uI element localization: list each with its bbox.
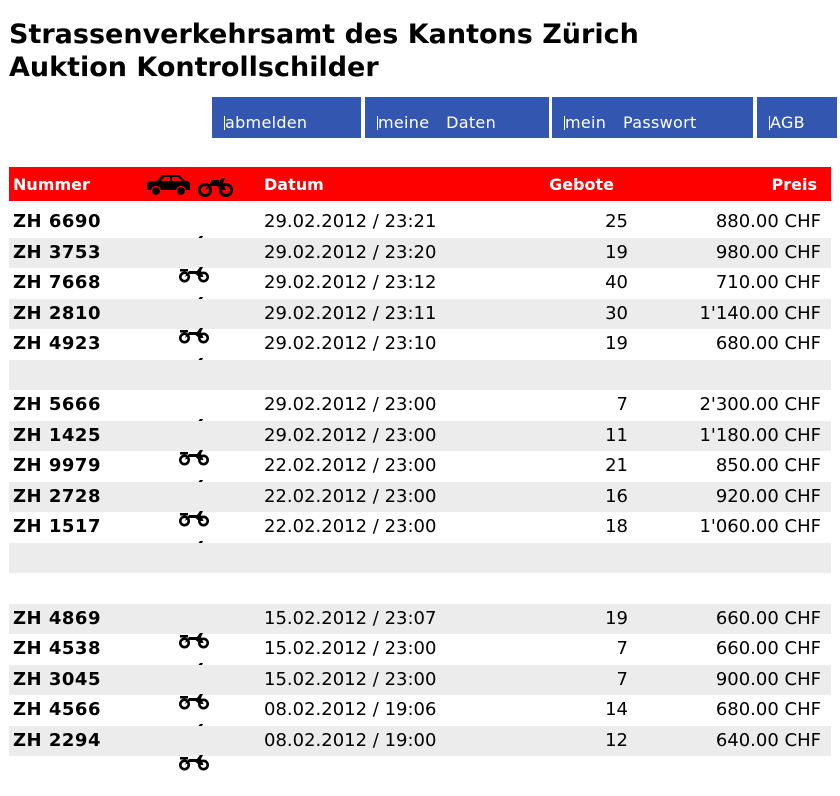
auction-date: 22.02.2012 / 23:00: [264, 455, 437, 476]
table-row[interactable]: [9, 665, 831, 696]
table-row[interactable]: [9, 482, 831, 513]
plate-number[interactable]: ZH 3045: [13, 668, 101, 690]
table-spacer: [9, 360, 831, 391]
table-header: [9, 167, 831, 201]
header-preis[interactable]: Preis: [771, 175, 817, 194]
table-spacer: [9, 573, 831, 604]
auction-date: 29.02.2012 / 23:11: [264, 302, 437, 324]
bid-count: 40: [605, 272, 628, 293]
plate-number[interactable]: ZH 9979: [13, 455, 101, 476]
plate-number[interactable]: ZH 2810: [13, 302, 101, 324]
bid-count: 7: [616, 668, 628, 690]
auction-date: 29.02.2012 / 23:20: [264, 241, 437, 263]
plate-number[interactable]: ZH 1517: [13, 516, 101, 537]
mein-passwort-button[interactable]: [552, 97, 753, 138]
abmelden-label: abmelden: [225, 113, 308, 132]
bid-count: 21: [605, 455, 628, 476]
price: 980.00 CHF: [715, 241, 821, 263]
motorcycle-icon: [145, 733, 209, 796]
bid-count: 19: [605, 333, 628, 354]
meine-daten-label: meine Daten: [378, 113, 497, 132]
plate-number[interactable]: ZH 6690: [13, 211, 101, 232]
page-title: [9, 18, 639, 84]
header-gebote[interactable]: Gebote: [549, 175, 614, 194]
table-row[interactable]: [9, 634, 831, 665]
title-line-2: Auktion Kontrollschilder: [9, 52, 379, 83]
header-vehicle-icons: [145, 172, 237, 202]
bid-count: 18: [605, 516, 628, 537]
bid-count: 12: [605, 729, 628, 751]
agb-label: AGB: [770, 113, 805, 132]
plate-number[interactable]: ZH 7668: [13, 272, 101, 293]
price: 920.00 CHF: [715, 485, 821, 507]
auction-date: 15.02.2012 / 23:00: [264, 668, 437, 690]
price: 640.00 CHF: [715, 729, 821, 751]
price: 850.00 CHF: [715, 455, 821, 476]
price: 900.00 CHF: [715, 668, 821, 690]
auction-date: 15.02.2012 / 23:00: [264, 638, 437, 659]
table-row[interactable]: [9, 238, 831, 269]
price: 660.00 CHF: [715, 638, 821, 659]
table-row[interactable]: [9, 604, 831, 635]
abmelden-button[interactable]: [212, 97, 361, 138]
auction-date: 08.02.2012 / 19:00: [264, 729, 437, 751]
plate-number[interactable]: ZH 4923: [13, 333, 101, 354]
auction-date: 08.02.2012 / 19:06: [264, 699, 437, 720]
header-nummer[interactable]: Nummer: [13, 175, 90, 194]
price: 1'060.00 CHF: [699, 516, 821, 537]
table-row[interactable]: [9, 207, 831, 238]
agb-button[interactable]: [757, 97, 837, 138]
mein-passwort-label: mein Passwort: [565, 113, 697, 132]
table-row[interactable]: [9, 451, 831, 482]
table-row[interactable]: [9, 421, 831, 452]
title-line-1: Strassenverkehrsamt des Kantons Zürich: [9, 19, 639, 50]
car-icon[interactable]: [147, 175, 190, 196]
plate-number[interactable]: ZH 2728: [13, 485, 101, 507]
plate-number[interactable]: ZH 4538: [13, 638, 101, 659]
motorcycle-icon[interactable]: [200, 178, 232, 196]
table-row[interactable]: [9, 299, 831, 330]
price: 1'180.00 CHF: [699, 424, 821, 446]
header-datum[interactable]: Datum: [264, 175, 324, 194]
meine-daten-button[interactable]: [365, 97, 549, 138]
price: 880.00 CHF: [715, 211, 821, 232]
bid-count: 11: [605, 424, 628, 446]
price: 1'140.00 CHF: [699, 302, 821, 324]
table-row[interactable]: [9, 329, 831, 360]
bid-count: 19: [605, 241, 628, 263]
auction-date: 29.02.2012 / 23:00: [264, 424, 437, 446]
price: 710.00 CHF: [715, 272, 821, 293]
table-row[interactable]: [9, 268, 831, 299]
auction-table: [9, 207, 831, 756]
table-spacer: [9, 543, 831, 574]
bid-count: 25: [605, 211, 628, 232]
plate-number[interactable]: ZH 1425: [13, 424, 101, 446]
bid-count: 30: [605, 302, 628, 324]
auction-date: 22.02.2012 / 23:00: [264, 485, 437, 507]
bid-count: 7: [616, 638, 628, 659]
bid-count: 14: [605, 699, 628, 720]
price: 680.00 CHF: [715, 333, 821, 354]
bid-count: 7: [616, 394, 628, 415]
plate-number[interactable]: ZH 4869: [13, 607, 101, 629]
auction-date: 15.02.2012 / 23:07: [264, 607, 437, 629]
auction-date: 29.02.2012 / 23:10: [264, 333, 437, 354]
auction-date: 29.02.2012 / 23:21: [264, 211, 437, 232]
table-row[interactable]: [9, 390, 831, 421]
auction-date: 29.02.2012 / 23:00: [264, 394, 437, 415]
auction-date: 22.02.2012 / 23:00: [264, 516, 437, 537]
price: 2'300.00 CHF: [699, 394, 821, 415]
bid-count: 19: [605, 607, 628, 629]
auction-date: 29.02.2012 / 23:12: [264, 272, 437, 293]
bid-count: 16: [605, 485, 628, 507]
plate-number[interactable]: ZH 4566: [13, 699, 101, 720]
price: 680.00 CHF: [715, 699, 821, 720]
table-row[interactable]: [9, 512, 831, 543]
price: 660.00 CHF: [715, 607, 821, 629]
plate-number[interactable]: ZH 5666: [13, 394, 101, 415]
table-row[interactable]: [9, 726, 831, 757]
plate-number[interactable]: ZH 3753: [13, 241, 101, 263]
table-row[interactable]: [9, 695, 831, 726]
plate-number[interactable]: ZH 2294: [13, 729, 101, 751]
